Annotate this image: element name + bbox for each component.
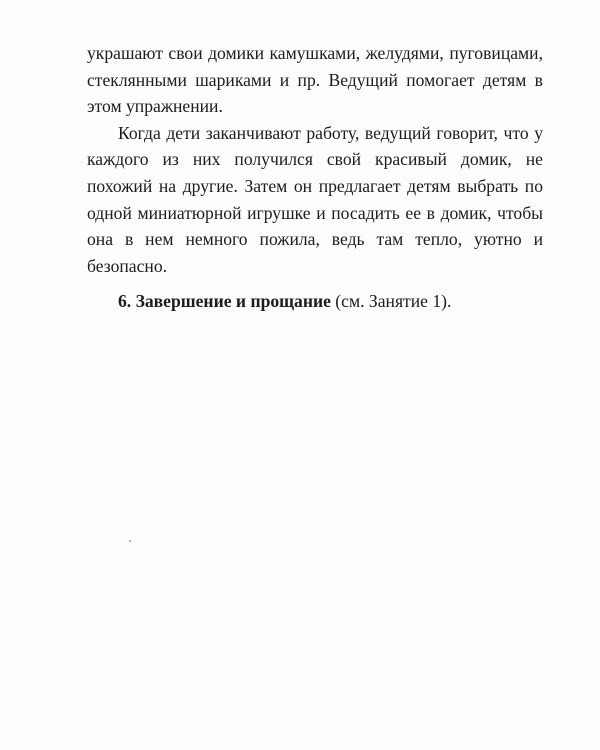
page-text (87, 40, 543, 315)
paragraph-continuation: украшают свои домики камушками, желудями, пуговицами, стеклянными шариками и пр. Ведущий помогает детям в этом упражнении. (87, 43, 543, 117)
paragraph-finish-work: Когда дети заканчивают работу, ведущий говорит, что у каждого из них получился свой красивый домик, не похожий на другие. Затем он предлагает детям выбрать по одной миниатюрной игрушке и посадить ее в домик, чтобы она в нем немного пожила, ведь там тепло, уютно и безопасно. (87, 122, 543, 276)
section-heading (87, 288, 543, 315)
section-heading-reference: (см. Занятие 1). (330, 291, 452, 312)
print-speck (129, 540, 131, 542)
section-heading-bold: 6. Завершение и прощание (118, 291, 331, 312)
